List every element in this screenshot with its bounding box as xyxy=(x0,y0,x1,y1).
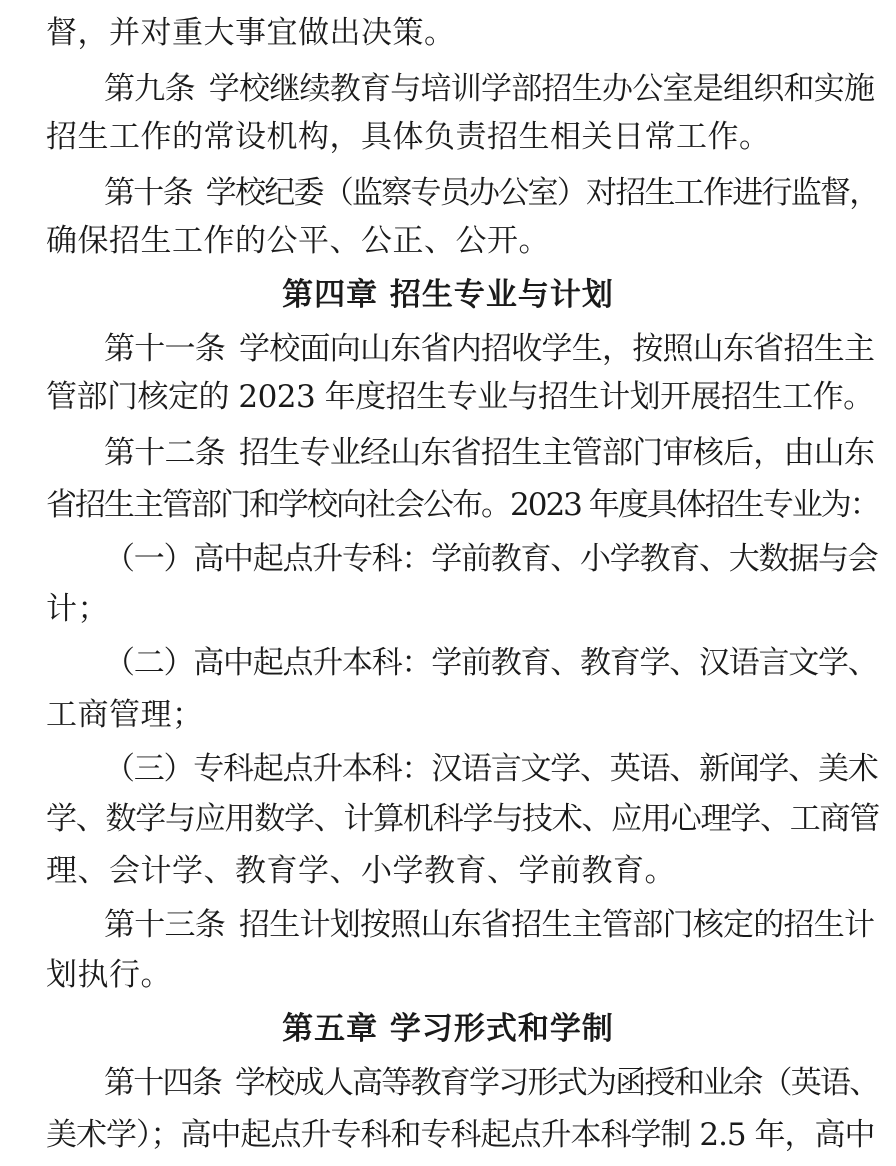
article-9-text: 学校继续教育与培训学部招生办公室是组织和实施 xyxy=(208,71,875,107)
article-11-label: 第十一条 xyxy=(104,331,225,367)
article-13-line-1 xyxy=(104,906,874,944)
chapter-5-title: 第五章 学习形式和学制 xyxy=(282,1011,614,1047)
major-item-2-line-2: 工商管理； xyxy=(46,697,204,733)
article-11-line-2: 管部门核定的 2023 年度招生专业与招生计划开展招生工作。 xyxy=(46,379,874,415)
article-13-label: 第十三条 xyxy=(104,907,225,943)
article-10-line-2: 确保招生工作的公平、公正、公开。 xyxy=(46,223,550,259)
article-12-line-2: 省招生主管部门和学校向社会公布。2023 年度具体招生专业为： xyxy=(46,487,879,523)
major-item-1-line-1: （一）高中起点升专科：学前教育、小学教育、大数据与会 xyxy=(104,541,878,577)
article-14-text: 学校成人高等教育学习形式为函授和业余（英语、 xyxy=(235,1065,879,1101)
article-9-line-1 xyxy=(104,70,874,108)
major-item-3-line-1: （三）专科起点升本科：汉语言文学、英语、新闻学、美术 xyxy=(104,751,878,787)
article-8-tail: 督，并对重大事宜做出决策。 xyxy=(46,15,456,51)
major-item-1-line-2: 计； xyxy=(46,591,109,627)
article-13-text: 招生计划按照山东省招生主管部门核定的招生计 xyxy=(239,907,875,943)
article-11-text: 学校面向山东省内招收学生，按照山东省招生主 xyxy=(239,331,875,367)
article-13-line-2: 划执行。 xyxy=(46,957,172,993)
article-9-line-2: 招生工作的常设机构，具体负责招生相关日常工作。 xyxy=(46,119,771,155)
article-14-line-1 xyxy=(104,1064,879,1102)
article-10-text: 学校纪委（监察专员办公室）对招生工作进行监督， xyxy=(205,175,879,211)
chapter-4-title: 第四章 招生专业与计划 xyxy=(282,277,614,313)
article-11-line-1 xyxy=(104,330,874,368)
article-10-label: 第十条 xyxy=(104,175,192,211)
article-12-text: 招生专业经山东省招生主管部门审核后，由山东 xyxy=(239,435,875,471)
article-14-label: 第十四条 xyxy=(104,1065,221,1101)
article-10-line-1 xyxy=(104,174,879,212)
article-12-line-1 xyxy=(104,434,874,472)
major-item-2-line-1: （二）高中起点升本科：学前教育、教育学、汉语言文学、 xyxy=(104,645,878,681)
major-item-3-line-2: 学、数学与应用数学、计算机科学与技术、应用心理学、工商管 xyxy=(46,801,879,837)
article-9-label: 第九条 xyxy=(104,71,195,107)
article-12-label: 第十二条 xyxy=(104,435,225,471)
major-item-3-line-3: 理、会计学、教育学、小学教育、学前教育。 xyxy=(46,853,676,889)
article-14-line-2: 美术学）；高中起点升专科和专科起点升本科学制 2.5 年，高中 xyxy=(46,1117,875,1153)
